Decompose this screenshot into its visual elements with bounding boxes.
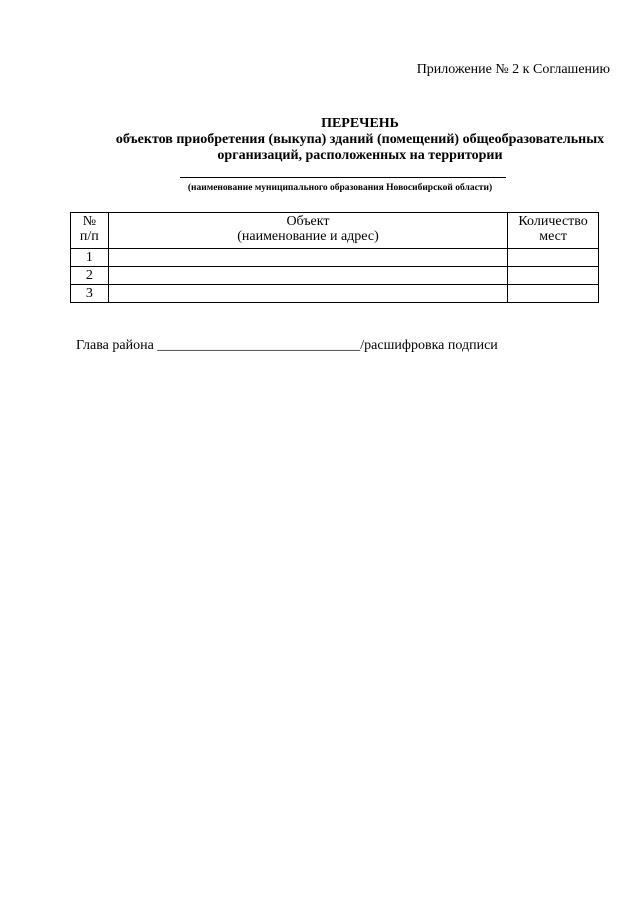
municipality-caption: (наименование муниципального образования Новосибирской области) [187, 183, 493, 193]
table-row [71, 267, 599, 285]
row-quantity-cell [508, 267, 599, 285]
signature-line: Глава района _____________________________/расшифровка подписи [76, 338, 498, 353]
header-number-line-2: п/п [79, 229, 99, 244]
row-number: 2 [71, 267, 109, 285]
title-subtitle-line-1: объектов приобретения (выкупа) зданий (помещений) общеобразовательных [115, 132, 605, 147]
table-header-row [71, 213, 599, 249]
header-object [108, 213, 507, 249]
appendix-note: Приложение № 2 к Соглашению [416, 62, 610, 77]
table-row [71, 249, 599, 267]
header-object-line-1: Объект [286, 214, 330, 229]
header-quantity-line-2: мест [539, 229, 567, 244]
header-number [71, 213, 109, 249]
row-object-cell [108, 267, 507, 285]
header-quantity-line-1: Количество [518, 214, 588, 229]
title-subtitle-line-2: организаций, расположенных на территории [217, 148, 503, 163]
header-number-line-1: № [82, 214, 97, 229]
header-object-line-2: (наименование и адрес) [237, 229, 379, 244]
title-heading: ПЕРЕЧЕНЬ [321, 116, 399, 131]
row-object-cell [108, 285, 507, 303]
objects-table [70, 212, 599, 303]
document-title [60, 116, 640, 164]
row-number: 1 [71, 249, 109, 267]
row-object-cell [108, 249, 507, 267]
table-row [71, 285, 599, 303]
row-number: 3 [71, 285, 109, 303]
row-quantity-cell [508, 285, 599, 303]
row-quantity-cell [508, 249, 599, 267]
municipality-blank-line [180, 177, 506, 178]
header-quantity [508, 213, 599, 249]
